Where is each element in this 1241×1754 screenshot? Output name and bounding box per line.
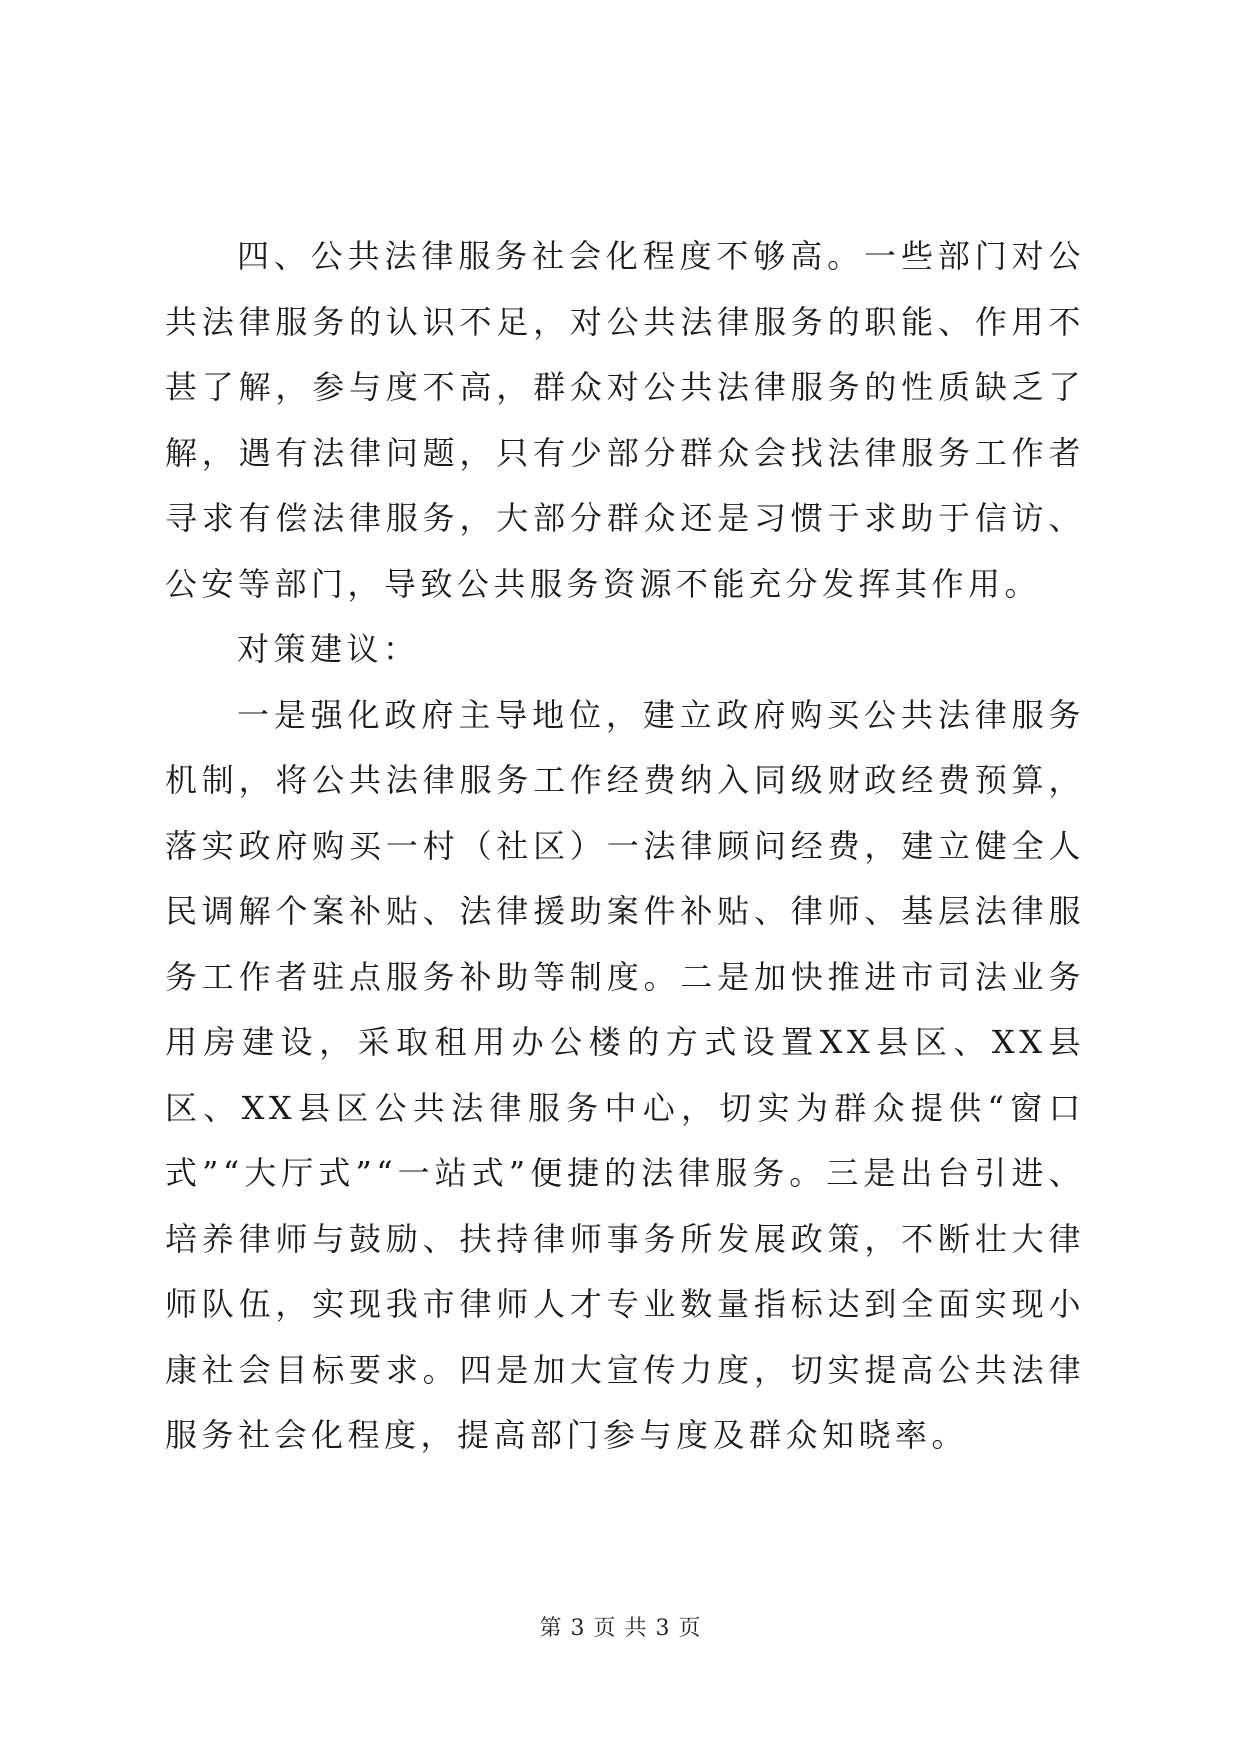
- paragraph-issue-four: 四、公共法律服务社会化程度不够高。一些部门对公共法律服务的认识不足，对公共法律服务的职能、作用不甚了解，参与度不高，群众对公共法律服务的性质缺乏了解，遇有法律问题，只有少部分群众会找法律服务工作者寻求有偿法律服务，大部分群众还是习惯于求助于信访、公安等部门，导致公共服务资源不能充分发挥其作用。: [165, 237, 1085, 603]
- paragraph-suggestions: 一是强化政府主导地位，建立政府购买公共法律服务机制，将公共法律服务工作经费纳入同级财政经费预算，落实政府购买一村（社区）一法律顾问经费，建立健全人民调解个案补贴、法律援助案件补贴、律师、基层法律服务工作者驻点服务补助等制度。二是加快推进市司法业务用房建设，采取租用办公楼的方式设置XX县区、XX县区、XX县区公共法律服务中心，切实为群众提供“窗口式”“大厅式”“一站式”便捷的法律服务。三是出台引进、培养律师与鼓励、扶持律师事务所发展政策，不断壮大律师队伍，实现我市律师人才专业数量指标达到全面实现小康社会目标要求。四是加大宣传力度，切实提高公共法律服务社会化程度，提高部门参与度及群众知晓率。: [165, 695, 1085, 1454]
- document-body: [165, 224, 1085, 1469]
- page-number-footer: 第 3 页 共 3 页: [539, 1616, 702, 1641]
- paragraph-heading-suggestions: 对策建议：: [237, 630, 420, 668]
